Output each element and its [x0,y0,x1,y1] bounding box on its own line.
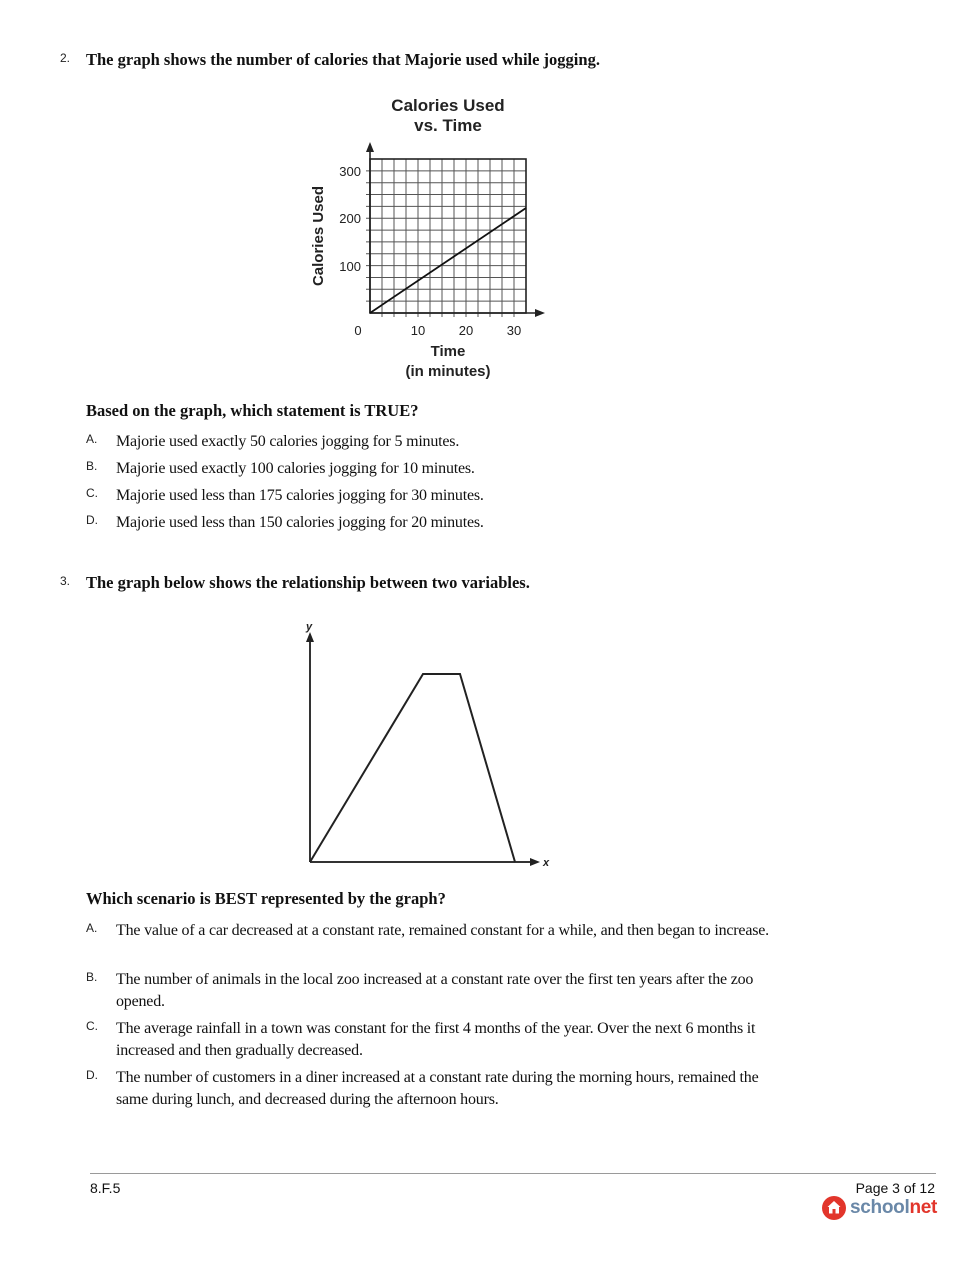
choice-b[interactable]: B. Majorie used exactly 100 calories jogging for 10 minutes. [86,459,475,477]
svg-text:10: 10 [410,323,426,338]
choice-d[interactable]: D. The number of customers in a diner increased at a constant rate during the morning hours, remained the same during lunch, and decreased during the afternoon hours. [86,1068,759,1108]
choice-c[interactable]: C. Majorie used less than 175 calories jogging for 30 minutes. [86,486,484,504]
svg-text:300: 300 [339,164,361,179]
x-axis-label-line2: (in minutes) [405,363,491,380]
svg-text:20: 20 [458,323,474,338]
chart-title-line2: vs. Time [414,116,482,135]
choice-a[interactable]: A. The value of a car decreased at a constant rate, remained constant for a while, and then began to increase. [86,921,769,939]
footer-divider [90,1173,936,1174]
y-axis-label: y [305,621,313,633]
question-number: 2. [60,51,71,65]
choice-c[interactable]: C. The average rainfall in a town was constant for the first 4 months of the year. Over the next 6 months it increased and then gradually decreased. [86,1019,756,1059]
house-icon [821,1195,847,1221]
calories-chart [300,88,560,388]
choice-d[interactable]: D. Majorie used less than 150 calories jogging for 20 minutes. [86,513,484,531]
schoolnet-logo: schoolnet [821,1195,937,1221]
svg-text:200: 200 [339,211,361,226]
chart-title-line1: Calories Used [391,96,505,115]
chart-data-line [370,208,526,313]
question-prompt: Based on the graph, which statement is TRUE? [86,401,419,420]
relationship-graph [290,612,560,874]
svg-text:100: 100 [339,259,361,274]
y-axis-arrow-icon [366,142,374,152]
chart-grid [366,159,526,317]
y-axis-arrow-icon [306,632,314,642]
x-axis-arrow-icon [535,309,545,317]
y-axis-label: Calories Used [310,185,327,287]
question-stem: The graph below shows the relationship between two variables. [86,573,530,592]
standard-code: 8.F.5 [90,1180,121,1196]
x-axis-label: x [542,857,550,869]
question-stem: The graph shows the number of calories that Majorie used while jogging. [86,50,600,69]
choice-a[interactable]: A. Majorie used exactly 50 calories jogging for 5 minutes. [86,432,460,450]
choice-b[interactable]: B. The number of animals in the local zoo increased at a constant rate over the first ten years after the zoo opened. [86,970,754,1010]
question-prompt: Which scenario is BEST represented by the graph? [86,889,446,908]
graph-line [310,674,515,862]
question-number: 3. [60,574,71,588]
x-axis-label-line1: Time [430,343,466,360]
svg-text:0: 0 [354,323,362,338]
x-axis-arrow-icon [530,858,540,866]
svg-text:30: 30 [506,323,522,338]
page-indicator: Page 3 of 12 [855,1180,935,1196]
